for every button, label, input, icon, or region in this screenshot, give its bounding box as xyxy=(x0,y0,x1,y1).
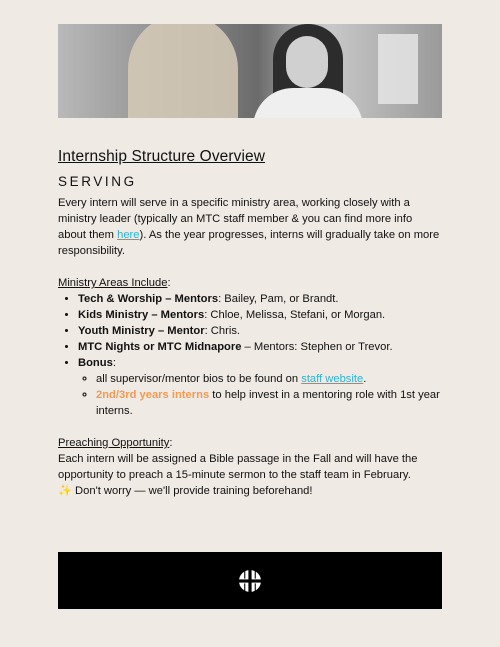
ministry-mentors: : Chris. xyxy=(204,325,241,337)
ministry-mentors: : Chloe, Melissa, Stefani, or Morgan. xyxy=(204,309,386,321)
preaching-heading-colon: : xyxy=(169,437,173,449)
bonus-label: Bonus xyxy=(78,357,113,369)
preaching-note xyxy=(58,483,442,499)
list-item xyxy=(96,371,442,387)
ministry-mentors: – Mentors: Stephen or Trevor. xyxy=(241,341,393,353)
list-item xyxy=(78,355,442,419)
highlight-text: 2nd/3rd years interns xyxy=(96,389,210,401)
bonus-colon: : xyxy=(112,357,116,369)
footer-banner xyxy=(58,552,442,609)
list-item xyxy=(96,387,442,419)
photo-person-body xyxy=(253,88,363,118)
bonus-sublist xyxy=(78,371,442,419)
photo-person-face xyxy=(286,36,328,88)
photo-background-doorway xyxy=(378,34,418,104)
ministry-mentors: : Bailey, Pam, or Brandt. xyxy=(218,293,339,305)
ministry-heading-colon: : xyxy=(167,277,171,289)
bonus-text: to help invest in a mentoring role with 1st year interns. xyxy=(96,389,440,417)
ministry-name: Kids Ministry – Mentors xyxy=(78,309,205,321)
ministry-heading: Ministry Areas Include xyxy=(58,277,168,289)
bonus-text-end: . xyxy=(363,373,367,385)
intro-paragraph xyxy=(58,195,442,259)
main-content xyxy=(58,148,442,499)
list-item xyxy=(78,339,442,355)
list-item xyxy=(78,323,442,339)
bios-link[interactable]: here xyxy=(117,229,140,241)
intro-text-end: ). As the year progresses, interns will gradually take on more responsibility. xyxy=(58,229,440,257)
ministry-name: Youth Ministry – Mentor xyxy=(78,325,205,337)
note-text: Don't worry — we'll provide training beforehand! xyxy=(71,485,313,497)
ministry-list xyxy=(58,291,442,419)
intro-text: Every intern will serve in a specific ministry area, working closely with a ministry leader (typically an MTC staff member & you can find more info about them xyxy=(58,197,413,241)
ministry-heading-line xyxy=(58,275,442,291)
preaching-paragraph: Each intern will be assigned a Bible passage in the Fall and will have the opportunity to preach a 15-minute sermon to the staff team in February. xyxy=(58,453,418,481)
photo-person-left xyxy=(128,24,238,118)
page-title: Internship Structure Overview xyxy=(58,148,266,165)
list-item xyxy=(78,307,442,323)
ministry-name: MTC Nights or MTC Midnapore xyxy=(78,341,242,353)
list-item xyxy=(78,291,442,307)
bonus-text: all supervisor/mentor bios to be found on xyxy=(96,373,302,385)
ministry-name: Tech & Worship – Mentors xyxy=(78,293,219,305)
preaching-heading: Preaching Opportunity xyxy=(58,437,170,449)
section-heading: SERVING xyxy=(58,174,137,189)
sparkle-icon: ✨ xyxy=(58,485,72,497)
header-photo xyxy=(58,24,442,118)
preaching-heading-line xyxy=(58,435,442,451)
staff-website-link[interactable]: staff website xyxy=(301,373,364,385)
church-cross-logo-icon xyxy=(238,569,262,593)
